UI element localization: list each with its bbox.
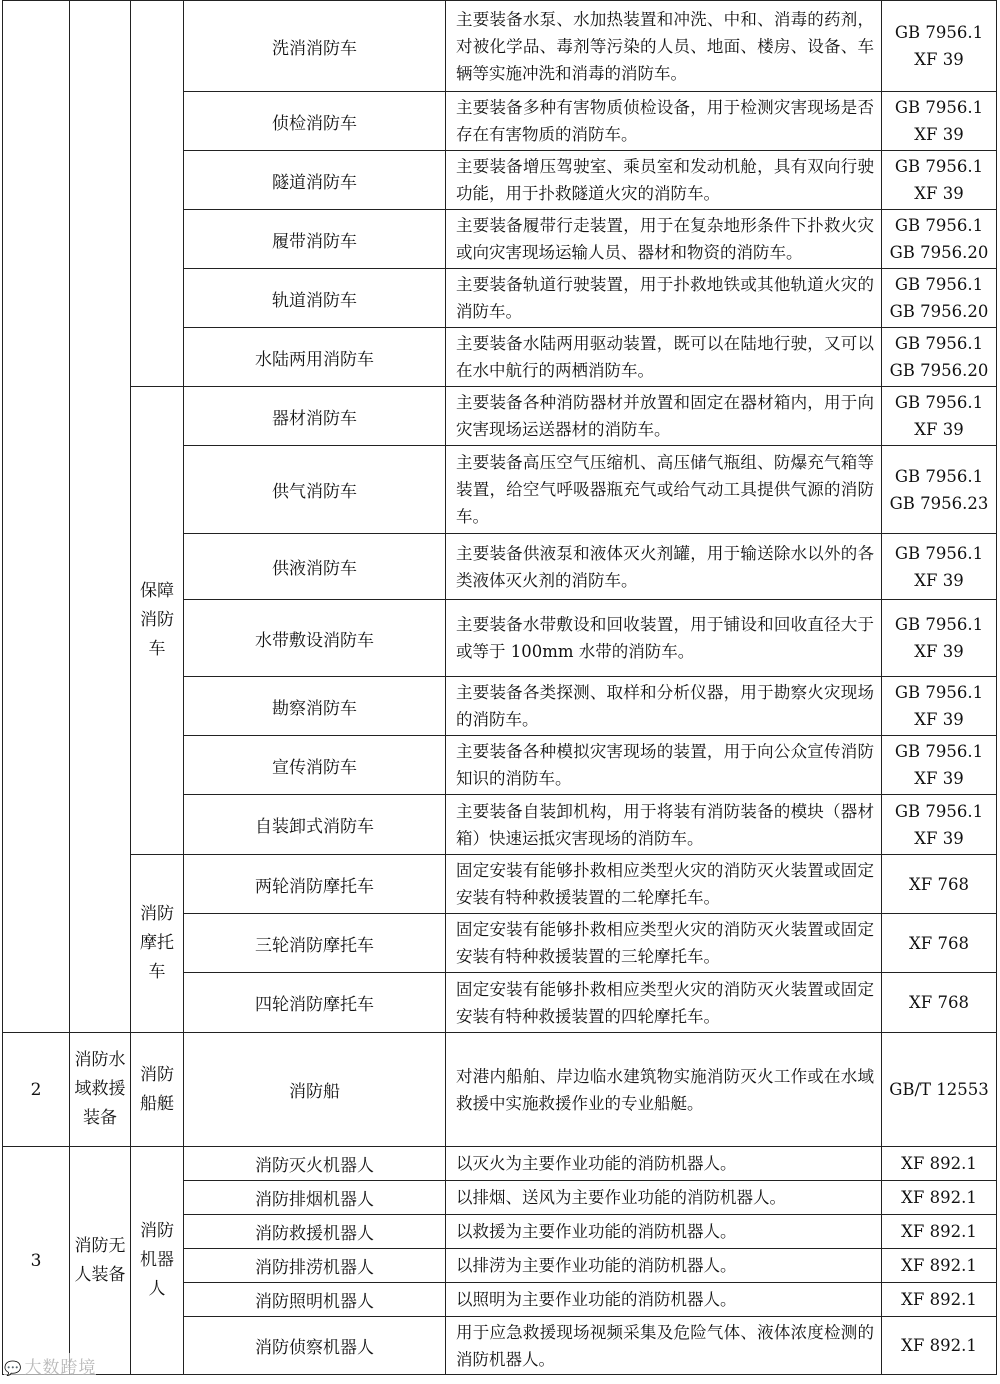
standard-code: XF 39 bbox=[914, 769, 964, 788]
group-number: 2 bbox=[3, 1033, 70, 1147]
standard-cell bbox=[882, 269, 997, 328]
standard-code: XF 892.1 bbox=[901, 1256, 977, 1275]
equipment-desc: 用于应急救援现场视频采集及危险气体、液体浓度检测的消防机器人。 bbox=[446, 1317, 882, 1375]
equipment-desc: 主要装备供液泵和液体灭火剂罐，用于输送除水以外的各类液体灭火剂的消防车。 bbox=[446, 534, 882, 600]
equipment-name: 消防灭火机器人 bbox=[184, 1147, 446, 1181]
equipment-name: 自装卸式消防车 bbox=[184, 795, 446, 855]
equipment-desc: 以排涝为主要作业功能的消防机器人。 bbox=[446, 1249, 882, 1283]
standard-cell bbox=[882, 1147, 997, 1181]
standard-code: XF 39 bbox=[914, 570, 964, 590]
equipment-name: 四轮消防摩托车 bbox=[184, 973, 446, 1033]
equipment-desc: 主要装备高压空气压缩机、高压储气瓶组、防爆充气箱等装置，给空气呼吸器瓶充气或给气动工具提供气源的消防车。 bbox=[446, 446, 882, 534]
standard-code: XF 768 bbox=[909, 993, 969, 1012]
equipment-desc: 以灭火为主要作业功能的消防机器人。 bbox=[446, 1147, 882, 1181]
equipment-desc: 固定安装有能够扑救相应类型火灾的消防灭火装置或固定安装有特种救援装置的四轮摩托车。 bbox=[446, 973, 882, 1033]
standard-code: GB 7956.1 bbox=[894, 615, 984, 634]
equipment-name: 供气消防车 bbox=[184, 446, 446, 534]
standard-code: GB 7956.1 bbox=[894, 275, 984, 294]
equipment-name: 消防排涝机器人 bbox=[184, 1249, 446, 1283]
standard-code: GB 7956.23 bbox=[889, 493, 989, 513]
standard-code: GB 7956.1 bbox=[894, 801, 984, 821]
equipment-desc: 主要装备各类探测、取样和分析仪器，用于勘察火灾现场的消防车。 bbox=[446, 677, 882, 736]
subcat-label: 保障消防车 bbox=[131, 387, 184, 855]
standard-code: XF 892.1 bbox=[901, 1222, 977, 1241]
standard-cell bbox=[882, 1033, 997, 1147]
standard-code: GB 7956.1 bbox=[894, 157, 984, 176]
equipment-desc: 以照明为主要作业功能的消防机器人。 bbox=[446, 1283, 882, 1317]
equipment-desc: 主要装备各种模拟灾害现场的装置，用于向公众宣传消防知识的消防车。 bbox=[446, 736, 882, 795]
equipment-desc: 主要装备自装卸机构，用于将装有消防装备的模块（器材箱）快速运抵灾害现场的消防车。 bbox=[446, 795, 882, 855]
group-number: 3 bbox=[3, 1147, 70, 1375]
standard-code: XF 39 bbox=[914, 420, 964, 439]
standard-code: XF 768 bbox=[909, 933, 969, 953]
equipment-name: 宣传消防车 bbox=[184, 736, 446, 795]
equipment-desc: 主要装备多种有害物质侦检设备，用于检测灾害现场是否存在有害物质的消防车。 bbox=[446, 92, 882, 151]
standard-code: XF 39 bbox=[914, 184, 964, 203]
standard-cell bbox=[882, 1, 997, 92]
standard-cell bbox=[882, 677, 997, 736]
standard-cell bbox=[882, 534, 997, 600]
subcat-label: 消防船艇 bbox=[131, 1033, 184, 1147]
standard-code: XF 892.1 bbox=[901, 1336, 977, 1355]
subcat-cell-special bbox=[131, 1, 184, 387]
standard-code: GB 7956.1 bbox=[894, 23, 984, 42]
standard-code: GB 7956.20 bbox=[889, 243, 989, 262]
standard-cell bbox=[882, 446, 997, 534]
equipment-desc: 主要装备增压驾驶室、乘员室和发动机舱，具有双向行驶功能，用于扑救隧道火灾的消防车。 bbox=[446, 151, 882, 210]
standard-cell bbox=[882, 973, 997, 1033]
standard-code: GB 7956.1 bbox=[894, 543, 984, 563]
standard-cell bbox=[882, 1215, 997, 1249]
equipment-name: 两轮消防摩托车 bbox=[184, 855, 446, 914]
equipment-name: 消防船 bbox=[184, 1033, 446, 1147]
standard-code: XF 892.1 bbox=[901, 1290, 977, 1309]
standard-cell bbox=[882, 328, 997, 387]
equipment-name: 供液消防车 bbox=[184, 534, 446, 600]
standard-code: GB 7956.1 bbox=[894, 334, 984, 353]
equipment-name: 消防侦察机器人 bbox=[184, 1317, 446, 1375]
standard-code: GB 7956.20 bbox=[889, 361, 989, 380]
standard-code: XF 39 bbox=[914, 828, 964, 848]
equipment-desc: 以救援为主要作业功能的消防机器人。 bbox=[446, 1215, 882, 1249]
equipment-desc: 以排烟、送风为主要作业功能的消防机器人。 bbox=[446, 1181, 882, 1215]
standard-cell bbox=[882, 600, 997, 677]
standard-cell bbox=[882, 387, 997, 446]
standard-cell bbox=[882, 1283, 997, 1317]
standard-cell bbox=[882, 1317, 997, 1375]
standard-code: GB 7956.1 bbox=[894, 466, 984, 486]
equipment-desc: 固定安装有能够扑救相应类型火灾的消防灭火装置或固定安装有特种救援装置的三轮摩托车。 bbox=[446, 914, 882, 973]
standard-cell bbox=[882, 795, 997, 855]
equipment-desc: 主要装备水泵、水加热装置和冲洗、中和、消毒的药剂，对被化学品、毒剂等污染的人员、地面、楼房、设备、车辆等实施冲洗和消毒的消防车。 bbox=[446, 1, 882, 92]
equipment-name: 勘察消防车 bbox=[184, 677, 446, 736]
equipment-name: 隧道消防车 bbox=[184, 151, 446, 210]
standard-code: GB 7956.1 bbox=[894, 683, 984, 702]
equipment-name: 消防照明机器人 bbox=[184, 1283, 446, 1317]
equipment-desc: 主要装备履带行走装置，用于在复杂地形条件下扑救火灾或向灾害现场运输人员、器材和物资的消防车。 bbox=[446, 210, 882, 269]
standard-cell bbox=[882, 151, 997, 210]
subcat-label: 消防机器人 bbox=[131, 1147, 184, 1375]
standard-code: GB/T 12553 bbox=[889, 1080, 989, 1099]
equipment-name: 履带消防车 bbox=[184, 210, 446, 269]
subcat-label: 消防摩托车 bbox=[131, 855, 184, 1033]
equipment-desc: 对港内船舶、岸边临水建筑物实施消防灭火工作或在水域救援中实施救援作业的专业船艇。 bbox=[446, 1033, 882, 1147]
standard-code: GB 7956.1 bbox=[894, 216, 984, 235]
chat-bubble-icon: 💬 bbox=[4, 1361, 23, 1377]
group-category: 消防水域救援装备 bbox=[70, 1033, 131, 1147]
standard-code: GB 7956.1 bbox=[894, 98, 984, 117]
equipment-name: 侦检消防车 bbox=[184, 92, 446, 151]
standard-code: GB 7956.1 bbox=[894, 742, 984, 761]
equipment-name: 三轮消防摩托车 bbox=[184, 914, 446, 973]
standard-code: XF 892.1 bbox=[901, 1154, 977, 1173]
equipment-name: 水带敷设消防车 bbox=[184, 600, 446, 677]
group-cat-cell-1 bbox=[70, 1, 131, 1033]
equipment-desc: 主要装备轨道行驶装置，用于扑救地铁或其他轨道火灾的消防车。 bbox=[446, 269, 882, 328]
standard-cell bbox=[882, 210, 997, 269]
standard-cell bbox=[882, 914, 997, 973]
equipment-table bbox=[2, 0, 997, 1375]
group-category: 消防无人装备 bbox=[70, 1147, 131, 1375]
standard-cell bbox=[882, 736, 997, 795]
standard-code: GB 7956.1 bbox=[894, 393, 984, 412]
watermark-logo bbox=[4, 1353, 96, 1378]
standard-cell bbox=[882, 855, 997, 914]
equipment-desc: 主要装备各种消防器材并放置和固定在器材箱内，用于向灾害现场运送器材的消防车。 bbox=[446, 387, 882, 446]
standard-code: XF 892.1 bbox=[901, 1188, 977, 1207]
standard-code: XF 39 bbox=[914, 642, 964, 661]
watermark-text: 大数跨境 bbox=[24, 1358, 97, 1378]
standard-code: XF 768 bbox=[909, 874, 969, 894]
standard-code: XF 39 bbox=[914, 50, 964, 69]
standard-code: XF 39 bbox=[914, 125, 964, 144]
equipment-desc: 主要装备水陆两用驱动装置，既可以在陆地行驶，又可以在水中航行的两栖消防车。 bbox=[446, 328, 882, 387]
standard-code: XF 39 bbox=[914, 710, 964, 729]
standard-cell bbox=[882, 92, 997, 151]
equipment-desc: 主要装备水带敷设和回收装置，用于铺设和回收直径大于或等于 100mm 水带的消防车。 bbox=[446, 600, 882, 677]
standard-code: GB 7956.20 bbox=[889, 302, 989, 321]
standard-cell bbox=[882, 1249, 997, 1283]
equipment-name: 消防救援机器人 bbox=[184, 1215, 446, 1249]
equipment-name: 洗消消防车 bbox=[184, 1, 446, 92]
equipment-name: 器材消防车 bbox=[184, 387, 446, 446]
equipment-desc: 固定安装有能够扑救相应类型火灾的消防灭火装置或固定安装有特种救援装置的二轮摩托车。 bbox=[446, 855, 882, 914]
standard-cell bbox=[882, 1181, 997, 1215]
equipment-name: 水陆两用消防车 bbox=[184, 328, 446, 387]
group-no-cell-1 bbox=[3, 1, 70, 1033]
equipment-name: 轨道消防车 bbox=[184, 269, 446, 328]
equipment-name: 消防排烟机器人 bbox=[184, 1181, 446, 1215]
